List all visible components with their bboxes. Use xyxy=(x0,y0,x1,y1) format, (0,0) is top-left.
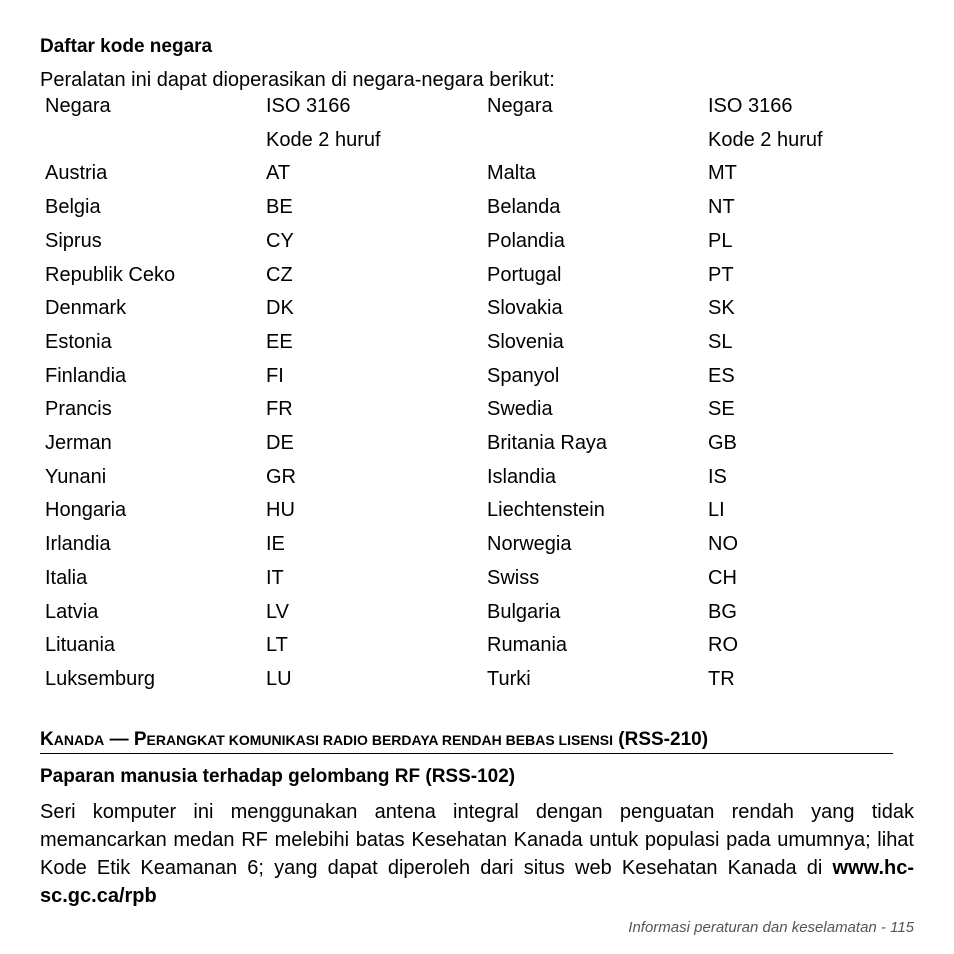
country-code-cell: FI xyxy=(266,364,284,387)
country-name-cell: Latvia xyxy=(45,600,99,623)
country-name-cell: Islandia xyxy=(487,465,556,488)
table-row xyxy=(40,225,908,259)
heading-fragment: P xyxy=(133,729,147,750)
country-code-cell: IT xyxy=(266,566,284,589)
country-code-cell: DE xyxy=(266,432,294,455)
table-header-row xyxy=(40,90,908,124)
country-code-cell: NO xyxy=(708,533,738,556)
table-row xyxy=(40,663,908,697)
country-name-cell: Siprus xyxy=(45,229,102,252)
country-code-cell: MT xyxy=(708,162,737,185)
table-row xyxy=(40,596,908,630)
country-name-cell: Irlandia xyxy=(45,533,111,556)
country-name-cell: Lituania xyxy=(45,634,116,657)
country-code-table-body xyxy=(40,90,908,697)
table-subheader-row xyxy=(40,124,908,158)
country-code-cell: NT xyxy=(708,196,735,219)
country-code-cell: EE xyxy=(266,330,293,353)
table-row xyxy=(40,191,908,225)
country-name-cell: Belanda xyxy=(487,196,561,219)
country-code-cell: CZ xyxy=(266,263,293,286)
page-footer: Informasi peraturan dan keselamatan - 115 xyxy=(628,919,914,936)
country-code-cell: SL xyxy=(708,330,733,353)
country-name-cell: Denmark xyxy=(45,297,127,320)
country-code-cell: FR xyxy=(266,398,293,421)
country-name-cell: Republik Ceko xyxy=(45,263,176,286)
country-name-cell: Finlandia xyxy=(45,364,127,387)
country-code-cell: HU xyxy=(266,499,295,522)
table-row xyxy=(40,326,908,360)
country-code-cell: GR xyxy=(266,465,296,488)
country-name-cell: Belgia xyxy=(45,196,101,219)
country-code-cell: ES xyxy=(708,364,735,387)
table-row xyxy=(40,292,908,326)
document-page xyxy=(40,0,914,954)
section-title: Daftar kode negara xyxy=(40,36,213,57)
heading-fragment: — xyxy=(104,729,134,750)
heading-fragment: (RSS-210) xyxy=(613,729,709,750)
country-code-cell: LT xyxy=(266,634,288,657)
table-row xyxy=(40,360,908,394)
table-row xyxy=(40,157,908,191)
heading-fragment: K xyxy=(40,729,54,750)
country-name-cell: Malta xyxy=(487,162,536,185)
canada-section-heading xyxy=(40,728,893,754)
country-code-cell: CY xyxy=(266,229,294,252)
country-name-cell: Turki xyxy=(487,667,531,690)
table-row xyxy=(40,494,908,528)
header-cell: Negara xyxy=(45,95,111,117)
subheader-cell xyxy=(482,124,703,158)
country-name-cell: Luksemburg xyxy=(45,667,156,690)
header-cell: Negara xyxy=(487,95,553,117)
country-name-cell: Norwegia xyxy=(487,533,572,556)
country-code-cell: BE xyxy=(266,196,293,219)
country-code-cell: AT xyxy=(266,162,291,185)
country-name-cell: Spanyol xyxy=(487,364,560,387)
heading-fragment: ERANGKAT KOMUNIKASI RADIO BERDAYA RENDAH BEBAS LISENSI xyxy=(146,732,613,748)
country-code-cell: LI xyxy=(708,499,725,522)
country-name-cell: Britania Raya xyxy=(487,432,608,455)
country-name-cell: Jerman xyxy=(45,432,112,455)
table-row xyxy=(40,259,908,293)
country-code-cell: TR xyxy=(708,667,735,690)
country-code-cell: PT xyxy=(708,263,734,286)
country-code-cell: CH xyxy=(708,566,737,589)
country-name-cell: Swiss xyxy=(487,566,540,589)
rf-exposure-heading: Paparan manusia terhadap gelombang RF (RSS-102) xyxy=(40,766,516,787)
country-name-cell: Estonia xyxy=(45,330,112,353)
country-name-cell: Swedia xyxy=(487,398,553,421)
country-name-cell: Yunani xyxy=(45,465,107,488)
header-cell: ISO 3166 xyxy=(266,95,351,117)
rf-exposure-text: Seri komputer ini menggunakan antena integral dengan penguatan rendah yang tidak memancarkan medan RF melebihi batas Kesehatan Kanada untuk populasi pada umumnya; lihat Kode Etik Keamanan 6; yang dapat diperoleh dari situs web Kesehatan Kanada di xyxy=(40,801,914,879)
country-code-cell: IE xyxy=(266,533,285,556)
country-code-cell: LV xyxy=(266,600,289,623)
table-row xyxy=(40,461,908,495)
table-row xyxy=(40,562,908,596)
table-row xyxy=(40,528,908,562)
country-name-cell: Polandia xyxy=(487,229,565,252)
subheader-cell xyxy=(40,124,261,158)
country-name-cell: Bulgaria xyxy=(487,600,561,623)
table-row xyxy=(40,393,908,427)
country-name-cell: Liechtenstein xyxy=(487,499,605,522)
country-code-cell: LU xyxy=(266,667,292,690)
table-row xyxy=(40,427,908,461)
country-code-table xyxy=(40,90,908,697)
rf-exposure-paragraph xyxy=(40,798,914,910)
subheader-cell: Kode 2 huruf xyxy=(708,128,823,151)
country-code-cell: BG xyxy=(708,600,737,623)
country-code-cell: GB xyxy=(708,432,737,455)
country-code-cell: RO xyxy=(708,634,738,657)
country-code-cell: SE xyxy=(708,398,735,421)
country-name-cell: Portugal xyxy=(487,263,562,286)
health-canada-url: www.hc-sc.gc.ca/rpb xyxy=(40,857,914,907)
country-name-cell: Slovakia xyxy=(487,297,563,320)
subheader-cell: Kode 2 huruf xyxy=(266,128,381,151)
intro-text: Peralatan ini dapat dioperasikan di negara-negara berikut: xyxy=(40,69,555,91)
country-name-cell: Slovenia xyxy=(487,330,564,353)
country-name-cell: Rumania xyxy=(487,634,568,657)
country-name-cell: Hongaria xyxy=(45,499,127,522)
country-code-cell: DK xyxy=(266,297,294,320)
heading-fragment: ANADA xyxy=(53,732,105,748)
country-name-cell: Prancis xyxy=(45,398,112,421)
country-code-cell: IS xyxy=(708,465,727,488)
country-code-cell: SK xyxy=(708,297,735,320)
country-code-cell: PL xyxy=(708,229,733,252)
country-name-cell: Austria xyxy=(45,162,108,185)
country-name-cell: Italia xyxy=(45,566,88,589)
header-cell: ISO 3166 xyxy=(708,95,793,117)
table-row xyxy=(40,629,908,663)
